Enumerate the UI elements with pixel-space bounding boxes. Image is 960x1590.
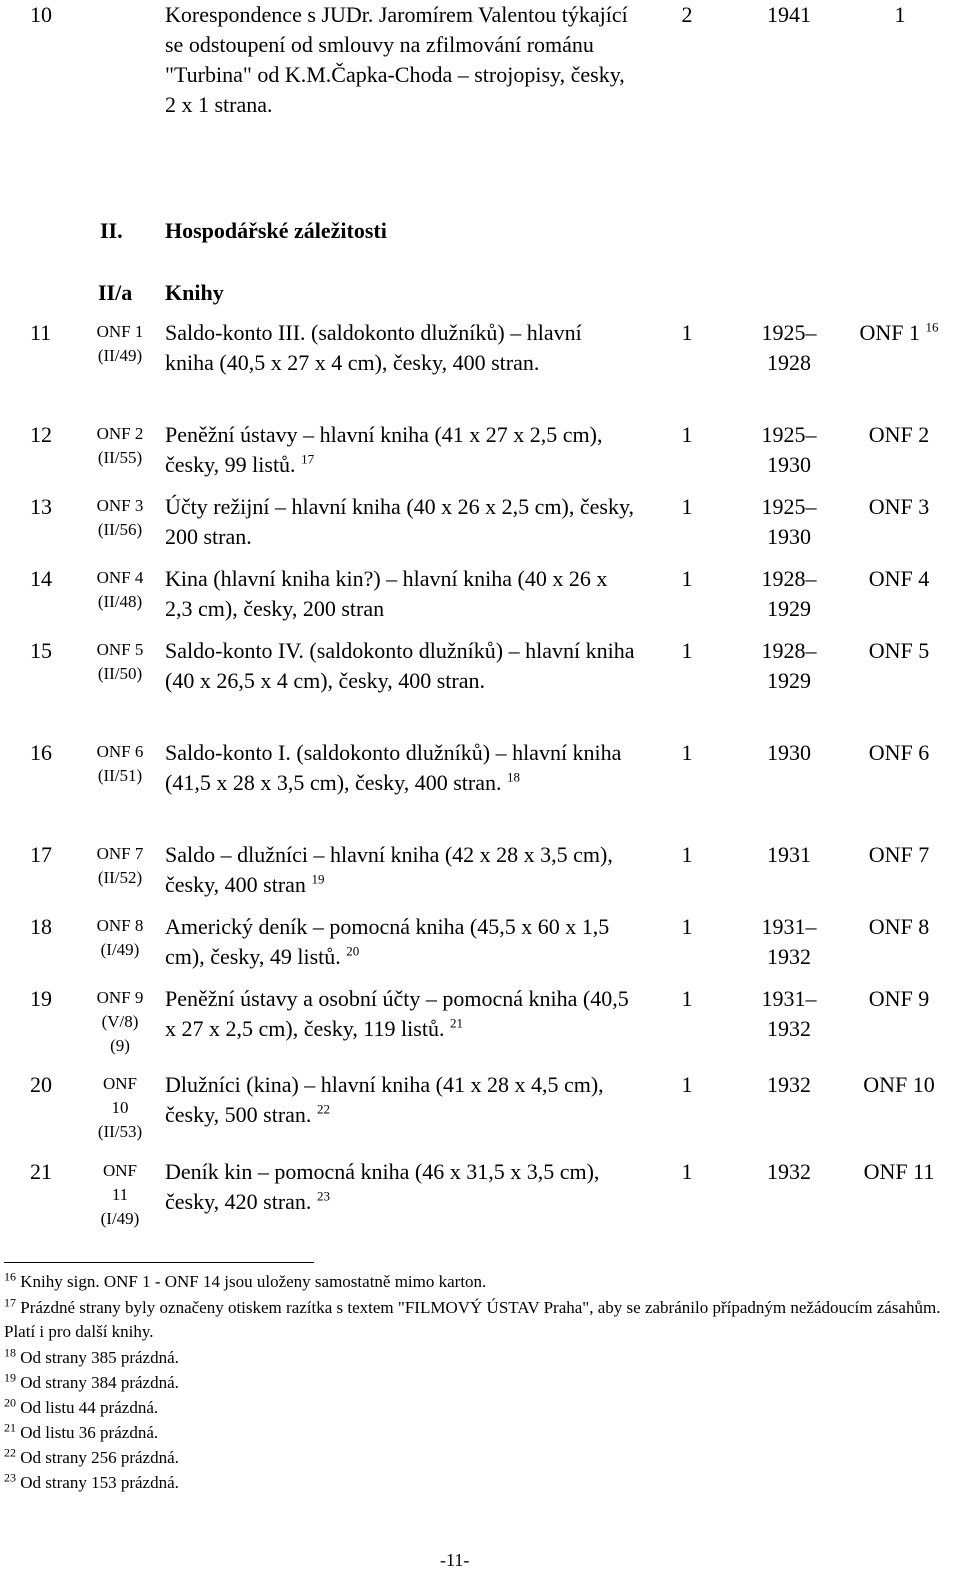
- description-text: Dlužníci (kina) – hlavní kniha (41 x 28 x 4,5 cm), česky, 500 stran.: [165, 1072, 604, 1127]
- entry-signature: [82, 566, 158, 614]
- signature-line: ONF 9: [96, 988, 144, 1007]
- entry-ref: [838, 912, 960, 942]
- entry-signature: [82, 1072, 158, 1144]
- signature-line: (V/8): [101, 1012, 139, 1031]
- entry-number: 15: [30, 638, 52, 663]
- year-from: 1928–: [761, 566, 817, 591]
- entry-number: 14: [30, 566, 52, 591]
- footnote: [4, 1446, 954, 1470]
- subsection-code: II/a: [98, 280, 133, 305]
- signature-line: (II/53): [97, 1122, 143, 1141]
- ref-text: ONF 2: [868, 422, 930, 447]
- footnote-marker: 19: [311, 871, 325, 887]
- entry-years: [744, 318, 834, 378]
- year-from: 1925–: [761, 320, 817, 345]
- entry-years: [744, 840, 834, 870]
- entry-10-count: 2: [681, 2, 693, 27]
- signature-line: ONF 4: [96, 568, 144, 587]
- entry-signature: [82, 422, 158, 470]
- entry-ref: [838, 1070, 960, 1100]
- entry-number: 11: [30, 320, 52, 345]
- year-to: 1932: [767, 1016, 811, 1041]
- ref-text: ONF 8: [868, 914, 930, 939]
- entry-count: 1: [681, 638, 693, 663]
- section-title: Hospodářské záležitosti: [165, 218, 387, 243]
- entry-number: 12: [30, 422, 52, 447]
- footnote: [4, 1346, 954, 1370]
- entry-count: 1: [681, 422, 693, 447]
- footnote-text: Knihy sign. ONF 1 - ONF 14 jsou uloženy samostatně mimo karton.: [20, 1272, 487, 1291]
- entry-signature: [82, 494, 158, 542]
- description-text: Saldo-konto III. (saldokonto dlužníků) – hlavní kniha (40,5 x 27 x 4 cm), česky, 400 stran.: [165, 320, 582, 375]
- ref-text: ONF 1: [859, 320, 920, 345]
- footnote: [4, 1471, 954, 1495]
- year-from: 1925–: [761, 494, 817, 519]
- footnote-marker: 18: [506, 769, 520, 785]
- description-text: Účty režijní – hlavní kniha (40 x 26 x 2,5 cm), česky, 200 stran.: [165, 494, 635, 549]
- year-from: 1931–: [761, 986, 817, 1011]
- entry-years: [744, 738, 834, 768]
- description-text: Kina (hlavní kniha kin?) – hlavní kniha (40 x 26 x 2,3 cm), česky, 200 stran: [165, 566, 608, 621]
- footnote-marker: 17: [301, 451, 315, 467]
- entry-years: [744, 564, 834, 624]
- year-to: 1932: [767, 944, 811, 969]
- ref-text: ONF 11: [863, 1159, 935, 1184]
- footnote-number: 17: [4, 1295, 16, 1310]
- signature-line: (I/49): [100, 940, 140, 959]
- entry-description: [165, 738, 635, 798]
- entry-number: 17: [30, 842, 52, 867]
- description-text: Saldo-konto I. (saldokonto dlužníků) – hlavní kniha (41,5 x 28 x 3,5 cm), česky, 400 stran.: [165, 740, 622, 795]
- entry-ref: [838, 738, 960, 768]
- footnote-number: 23: [4, 1470, 16, 1485]
- entry-number: 16: [30, 740, 52, 765]
- signature-line: ONF 2: [96, 424, 144, 443]
- signature-line: ONF 6: [96, 742, 144, 761]
- footnote-text: Od strany 385 prázdná.: [20, 1348, 179, 1367]
- footnote: [4, 1270, 954, 1294]
- footnote-number: 19: [4, 1370, 16, 1385]
- entry-number: 21: [30, 1159, 52, 1184]
- entry-ref: [838, 984, 960, 1014]
- entry-years: [744, 912, 834, 972]
- footnote-rule: [4, 1262, 314, 1263]
- entry-description: [165, 636, 635, 696]
- year-from: 1931: [767, 842, 811, 867]
- signature-line: ONF 5: [96, 640, 144, 659]
- entry-count: 1: [681, 914, 693, 939]
- entry-number: 13: [30, 494, 52, 519]
- entry-signature: [82, 914, 158, 962]
- footnote-text: Prázdné strany byly označeny otiskem razítka s textem "FILMOVÝ ÚSTAV Praha", aby se zabránilo případným nežádoucím zásahům. Platí i pro další knihy.: [4, 1298, 941, 1341]
- footnote: [4, 1421, 954, 1445]
- entry-years: [744, 1157, 834, 1187]
- signature-line: (I/49): [100, 1209, 140, 1228]
- signature-line: 11: [111, 1185, 129, 1204]
- entry-description: [165, 492, 635, 552]
- year-from: 1932: [767, 1072, 811, 1097]
- entry-number: 19: [30, 986, 52, 1011]
- entry-signature: [82, 638, 158, 686]
- entry-description: [165, 1070, 635, 1130]
- entry-10-ref: 1: [894, 2, 906, 27]
- entry-years: [744, 636, 834, 696]
- entry-ref: [838, 840, 960, 870]
- footnote-number: 21: [4, 1420, 16, 1435]
- entry-description: [165, 1157, 635, 1217]
- ref-text: ONF 6: [868, 740, 930, 765]
- footnote: [4, 1371, 954, 1395]
- footnote-number: 18: [4, 1345, 16, 1360]
- entry-description: [165, 840, 635, 900]
- entry-number: 20: [30, 1072, 52, 1097]
- entry-signature: [82, 740, 158, 788]
- signature-line: ONF 1: [96, 322, 144, 341]
- entry-signature: [82, 986, 158, 1058]
- entry-signature: [82, 320, 158, 368]
- ref-text: ONF 9: [868, 986, 930, 1011]
- entry-count: 1: [681, 1159, 693, 1184]
- year-from: 1931–: [761, 914, 817, 939]
- entry-ref: [838, 318, 960, 348]
- entry-signature: [82, 842, 158, 890]
- footnote-marker: 23: [316, 1188, 330, 1204]
- entry-count: 1: [681, 1072, 693, 1097]
- entry-10-description: Korespondence s JUDr. Jaromírem Valentou týkající se odstoupení od smlouvy na zfilmování románu "Turbina" od K.M.Čapka-Choda – strojopisy, česky, 2 x 1 strana.: [165, 2, 628, 117]
- entry-count: 1: [681, 320, 693, 345]
- entry-count: 1: [681, 494, 693, 519]
- entry-count: 1: [681, 842, 693, 867]
- entry-ref: [838, 492, 960, 522]
- signature-line: ONF 7: [96, 844, 144, 863]
- footnote-text: Od strany 256 prázdná.: [20, 1448, 179, 1467]
- entry-ref: [838, 636, 960, 666]
- description-text: Saldo-konto IV. (saldokonto dlužníků) – hlavní kniha (40 x 26,5 x 4 cm), česky, 400 stran.: [165, 638, 635, 693]
- entry-ref: [838, 1157, 960, 1187]
- entry-ref: [838, 420, 960, 450]
- section-numeral: II.: [100, 218, 123, 243]
- signature-line: (II/48): [97, 592, 143, 611]
- footnote-marker: 20: [346, 943, 360, 959]
- year-from: 1925–: [761, 422, 817, 447]
- entry-ref: [838, 564, 960, 594]
- signature-line: (II/52): [97, 868, 143, 887]
- ref-text: ONF 3: [868, 494, 930, 519]
- description-text: Peněžní ústavy a osobní účty – pomocná kniha (40,5 x 27 x 2,5 cm), česky, 119 listů.: [165, 986, 629, 1041]
- description-text: Peněžní ústavy – hlavní kniha (41 x 27 x 2,5 cm), česky, 99 listů.: [165, 422, 603, 477]
- page-number: -11-: [440, 1550, 470, 1570]
- footnote-number: 20: [4, 1395, 16, 1410]
- entry-signature: [82, 1159, 158, 1231]
- entry-years: [744, 492, 834, 552]
- year-to: 1929: [767, 668, 811, 693]
- description-text: Deník kin – pomocná kniha (46 x 31,5 x 3,5 cm), česky, 420 stran.: [165, 1159, 600, 1214]
- footnote-number: 16: [4, 1269, 16, 1284]
- description-text: Americký deník – pomocná kniha (45,5 x 60 x 1,5 cm), česky, 49 listů.: [165, 914, 610, 969]
- signature-line: (9): [110, 1036, 130, 1055]
- footnote-text: Od listu 44 prázdná.: [20, 1398, 159, 1417]
- entry-description: [165, 984, 635, 1044]
- signature-line: ONF: [102, 1074, 137, 1093]
- ref-text: ONF 4: [868, 566, 930, 591]
- entry-description: [165, 912, 635, 972]
- year-to: 1929: [767, 596, 811, 621]
- entry-description: [165, 420, 635, 480]
- footnote-text: Od listu 36 prázdná.: [20, 1423, 159, 1442]
- footnote-text: Od strany 153 prázdná.: [20, 1473, 179, 1492]
- entry-years: [744, 984, 834, 1044]
- entry-10-year: 1941: [767, 2, 811, 27]
- year-from: 1928–: [761, 638, 817, 663]
- entry-description: [165, 564, 635, 624]
- entry-number: 18: [30, 914, 52, 939]
- year-from: 1932: [767, 1159, 811, 1184]
- footnote: [4, 1396, 954, 1420]
- footnote-marker: 21: [449, 1015, 463, 1031]
- ref-text: ONF 5: [868, 638, 930, 663]
- signature-line: (II/55): [97, 448, 143, 467]
- footnote-marker: 16: [925, 319, 939, 335]
- signature-line: (II/50): [97, 664, 143, 683]
- ref-text: ONF 10: [863, 1072, 935, 1097]
- signature-line: ONF 8: [96, 916, 144, 935]
- subsection-title: Knihy: [165, 280, 224, 305]
- signature-line: 10: [111, 1098, 129, 1117]
- ref-text: ONF 7: [868, 842, 930, 867]
- entry-count: 1: [681, 566, 693, 591]
- signature-line: (II/56): [97, 520, 143, 539]
- entry-description: [165, 318, 635, 378]
- signature-line: ONF 3: [96, 496, 144, 515]
- entry-years: [744, 420, 834, 480]
- year-to: 1930: [767, 524, 811, 549]
- description-text: Saldo – dlužníci – hlavní kniha (42 x 28 x 3,5 cm), česky, 400 stran: [165, 842, 613, 897]
- year-from: 1930: [767, 740, 811, 765]
- year-to: 1928: [767, 350, 811, 375]
- signature-line: ONF: [102, 1161, 137, 1180]
- footnote-number: 22: [4, 1445, 16, 1460]
- signature-line: (II/51): [97, 766, 143, 785]
- entry-10-number: 10: [30, 2, 52, 27]
- entry-years: [744, 1070, 834, 1100]
- entry-count: 1: [681, 986, 693, 1011]
- entry-count: 1: [681, 740, 693, 765]
- footnote-text: Od strany 384 prázdná.: [20, 1373, 179, 1392]
- year-to: 1930: [767, 452, 811, 477]
- signature-line: (II/49): [97, 346, 143, 365]
- footnote: [4, 1296, 954, 1344]
- footnote-marker: 22: [316, 1101, 330, 1117]
